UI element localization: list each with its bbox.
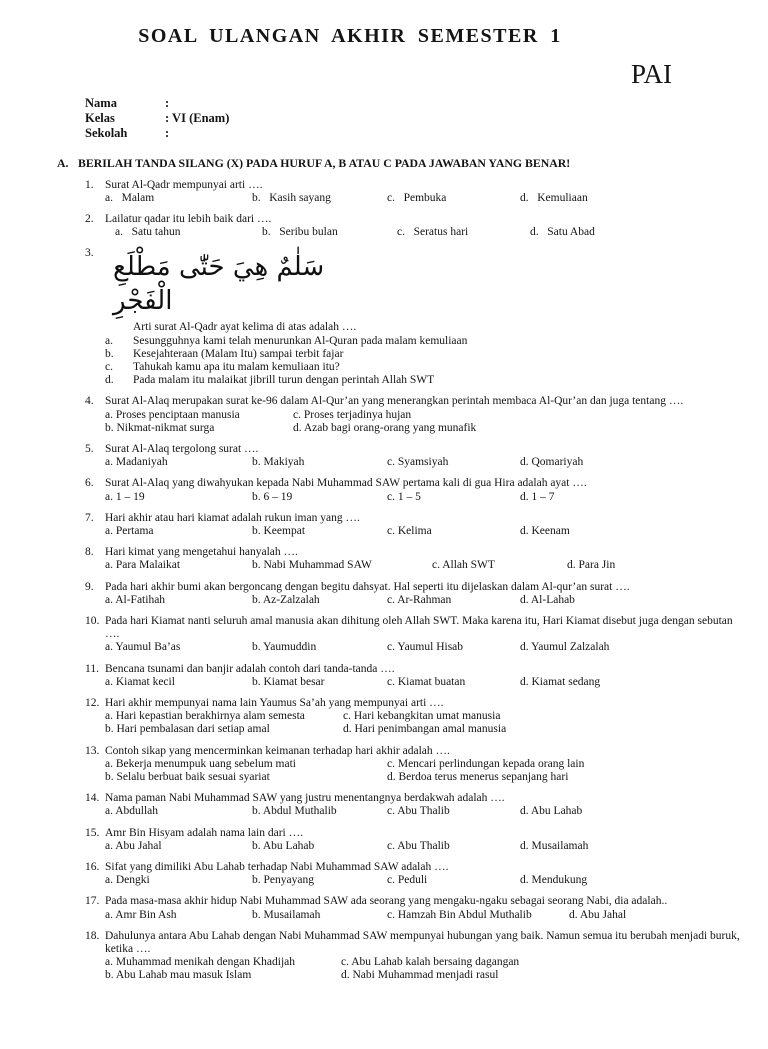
question-number: 5. — [85, 442, 94, 455]
option-c — [105, 361, 748, 374]
option-c: c. Abu Thalib — [387, 839, 450, 852]
option-b: b. 6 – 19 — [252, 490, 293, 503]
option-c: c. Ar-Rahman — [387, 593, 452, 606]
question-6 — [85, 477, 748, 503]
question-number: 3. — [85, 247, 94, 260]
question-text: Bencana tsunami dan banjir adalah contoh dari tanda-tanda …. — [105, 662, 395, 675]
option-a: a. 1 – 19 — [105, 490, 145, 503]
student-info — [85, 96, 768, 141]
option-b: b. Yaumuddin — [252, 641, 317, 654]
option-pair-row — [105, 710, 748, 723]
question-5 — [85, 443, 748, 469]
option-a: a. Madaniyah — [105, 456, 168, 469]
field-value: : VI (Enam) — [165, 111, 230, 125]
question-intro: Arti surat Al-Qadr ayat kelima di atas adalah …. — [133, 321, 357, 334]
field-value: : — [165, 126, 170, 140]
question-number: 18. — [85, 929, 100, 942]
option-c: c. Peduli — [387, 874, 428, 887]
question-body — [105, 697, 748, 737]
option-c: c. Syamsiyah — [387, 456, 449, 469]
question-body — [105, 827, 748, 853]
question-4 — [85, 395, 748, 435]
question-17 — [85, 895, 748, 921]
option-c: c. Seratus hari — [397, 226, 469, 239]
option-a: a. Kiamat kecil — [105, 675, 175, 688]
question-16 — [85, 861, 748, 887]
option-letter: c. — [105, 360, 113, 373]
question-body — [105, 615, 748, 655]
question-number: 4. — [85, 395, 94, 408]
option-row — [105, 491, 748, 504]
question-text: Surat Al-Qadr mempunyai arti …. — [105, 178, 263, 191]
field-kelas — [85, 111, 768, 126]
question-2 — [85, 213, 748, 239]
question-body — [105, 792, 748, 818]
question-number: 14. — [85, 792, 100, 805]
option-d: d. Kiamat sedang — [520, 675, 601, 688]
question-8 — [85, 546, 748, 572]
question-body — [105, 443, 748, 469]
question-body — [105, 895, 748, 921]
question-3 — [85, 247, 748, 387]
section-label: A. — [57, 156, 69, 170]
page-title: SOAL ULANGAN AKHIR SEMESTER 1 — [138, 25, 562, 47]
question-number: 16. — [85, 861, 100, 874]
question-body — [105, 861, 748, 887]
option-row — [105, 594, 748, 607]
question-7 — [85, 512, 748, 538]
option-pair-row — [105, 723, 748, 736]
question-number: 6. — [85, 477, 94, 490]
option-a: a. Abdullah — [105, 805, 159, 818]
option-letter: a. — [105, 334, 113, 347]
option-a: a. Al-Fatihah — [105, 593, 166, 606]
option-d: d. Hari penimbangan amal manusia — [343, 723, 507, 736]
question-list — [85, 179, 748, 983]
option-text: Sesungguhnya kami telah menurunkan Al-Quran pada malam kemuliaan — [133, 334, 468, 347]
option-b: b. Musailamah — [252, 908, 321, 921]
question-number: 10. — [85, 614, 100, 627]
option-a: a. Para Malaikat — [105, 559, 181, 572]
option-d: d. Musailamah — [520, 839, 589, 852]
question-number: 11. — [85, 662, 99, 675]
option-b: b. Nikmat-nikmat surga — [105, 421, 215, 434]
option-text: Pada malam itu malaikat jibrill turun dengan perintah Allah SWT — [133, 374, 435, 387]
section-a-heading — [57, 157, 748, 171]
option-c: c. Hari kebangkitan umat manusia — [343, 710, 501, 723]
option-d — [105, 374, 748, 387]
question-text: Amr Bin Hisyam adalah nama lain dari …. — [105, 826, 304, 839]
question-body — [105, 179, 748, 205]
option-d: d. Abu Jahal — [569, 908, 627, 921]
option-a: a. Pertama — [105, 524, 154, 537]
question-body — [105, 581, 748, 607]
question-body — [105, 512, 748, 538]
option-a: a. Amr Bin Ash — [105, 908, 177, 921]
option-d: d. Berdoa terus menerus sepanjang hari — [387, 771, 569, 783]
question-number: 13. — [85, 744, 100, 757]
question-text: Lailatur qadar itu lebih baik dari …. — [105, 212, 272, 225]
option-b: b. Selalu berbuat baik sesuai syariat — [105, 771, 270, 783]
option-a: a. Proses penciptaan manusia — [105, 408, 240, 421]
section-instruction: BERILAH TANDA SILANG (X) PADA HURUF A, B ATAU C PADA JAWABAN YANG BENAR! — [78, 156, 571, 170]
question-body — [105, 395, 748, 435]
question-body — [105, 247, 748, 387]
option-row — [105, 456, 748, 469]
option-row — [105, 226, 748, 239]
question-number: 2. — [85, 212, 94, 225]
option-d: d. Azab bagi orang-orang yang munafik — [293, 421, 477, 434]
option-row — [105, 559, 748, 572]
option-c: c. Pembuka — [387, 191, 447, 204]
option-d: d. 1 – 7 — [520, 490, 555, 503]
option-d: d. Abu Lahab — [520, 805, 583, 818]
option-b: b. Keempat — [252, 524, 306, 537]
option-d: d. Kemuliaan — [520, 191, 588, 204]
option-b: b. Kasih sayang — [252, 191, 331, 204]
option-row — [105, 641, 748, 654]
option-c: c. Mencari perlindungan kepada orang lain — [387, 757, 585, 770]
option-pair-row — [105, 758, 748, 771]
option-d: d. Para Jin — [567, 559, 616, 572]
question-18 — [85, 930, 748, 983]
option-a: a. Bekerja menumpuk uang sebelum mati — [105, 757, 296, 770]
question-text: Surat Al-Alaq yang diwahyukan kepada Nabi Muhammad SAW pertama kali di gua Hira adalah ayat …. — [105, 477, 587, 490]
option-letter: d. — [105, 374, 114, 387]
question-10 — [85, 615, 748, 655]
option-b: b. Kiamat besar — [252, 675, 325, 688]
field-label: Kelas — [85, 111, 115, 125]
option-c: c. Abu Thalib — [387, 805, 450, 818]
option-c: c. Kelima — [387, 524, 432, 537]
arabic-verse: سَلٰمٌ هِيَ حَتّٰى مَطْلَعِ الْفَجْرِ — [113, 252, 325, 317]
question-14 — [85, 792, 748, 818]
option-a: a. Yaumul Ba’as — [105, 641, 181, 654]
option-row — [105, 909, 748, 922]
question-text: Sifat yang dimiliki Abu Lahab terhadap Nabi Muhammad SAW adalah …. — [105, 861, 449, 874]
question-text: Surat Al-Alaq tergolong surat …. — [105, 442, 259, 455]
option-c: c. Abu Lahab kalah bersaing dagangan — [341, 956, 520, 969]
field-sekolah — [85, 126, 768, 141]
question-body — [105, 745, 748, 785]
question-number: 8. — [85, 546, 94, 559]
option-b: b. Hari pembalasan dari setiap amal — [105, 723, 270, 736]
option-c: c. Hamzah Bin Abdul Muthalib — [387, 908, 532, 921]
option-row — [105, 192, 748, 205]
option-c: c. Yaumul Hisab — [387, 641, 464, 654]
question-body — [105, 477, 748, 503]
question-text: Hari akhir atau hari kiamat adalah rukun iman yang …. — [105, 511, 360, 524]
question-12 — [85, 697, 748, 737]
subject-label: PAI — [630, 59, 672, 89]
question-number: 17. — [85, 895, 100, 908]
question-number: 12. — [85, 696, 100, 709]
question-text: Nama paman Nabi Muhammad SAW yang justru menentangnya berdakwah adalah …. — [105, 792, 505, 805]
option-row — [105, 840, 748, 853]
option-b: b. Nabi Muhammad SAW — [252, 559, 372, 572]
option-letter: b. — [105, 347, 114, 360]
option-d: d. Nabi Muhammad menjadi rasul — [341, 969, 499, 982]
option-b: b. Abu Lahab — [252, 839, 315, 852]
option-d: d. Mendukung — [520, 874, 588, 887]
question-11 — [85, 663, 748, 689]
option-a — [105, 335, 748, 348]
option-pair-row — [105, 409, 748, 422]
field-label: Sekolah — [85, 126, 128, 140]
option-a: a. Muhammad menikah dengan Khadijah — [105, 956, 296, 969]
question-text: Pada masa-masa akhir hidup Nabi Muhammad SAW ada seorang yang mengaku-ngaku sebagai seorang Nabi, dia adalah.. — [105, 895, 668, 908]
question-number: 15. — [85, 826, 100, 839]
option-pair-row — [105, 422, 748, 435]
option-b: b. Abdul Muthalib — [252, 805, 337, 818]
field-value: : — [165, 96, 170, 110]
option-a: a. Malam — [105, 191, 155, 204]
option-pair-row — [105, 771, 748, 784]
option-b: b. Abu Lahab mau masuk Islam — [105, 969, 252, 982]
field-nama — [85, 96, 768, 111]
question-text: Dahulunya antara Abu Lahab dengan Nabi Muhammad SAW mempunyai hubungan yang baik. Namun semua itu berubah menjadi buruk, ketika …. — [105, 929, 740, 956]
option-b: b. Seribu bulan — [262, 226, 338, 239]
question-1 — [85, 179, 748, 205]
question-body — [105, 213, 748, 239]
option-row — [105, 805, 748, 818]
option-d: d. Yaumul Zalzalah — [520, 641, 610, 654]
option-d: d. Keenam — [520, 524, 570, 537]
question-13 — [85, 745, 748, 785]
option-c: c. Kiamat buatan — [387, 675, 466, 688]
question-body — [105, 930, 748, 983]
option-row — [105, 525, 748, 538]
option-a: a. Dengki — [105, 874, 150, 887]
question-body — [105, 546, 748, 572]
question-text: Hari akhir mempunyai nama lain Yaumus Sa’ah yang mempunyai arti …. — [105, 696, 444, 709]
option-c: c. 1 – 5 — [387, 490, 421, 503]
option-b: b. Makiyah — [252, 456, 305, 469]
option-pair-row — [105, 956, 748, 969]
option-c: c. Allah SWT — [432, 559, 495, 572]
option-d: d. Al-Lahab — [520, 593, 575, 606]
option-pair-row — [105, 969, 748, 982]
option-c: c. Proses terjadinya hujan — [293, 408, 412, 421]
question-number: 7. — [85, 511, 94, 524]
question-text: Surat Al-Alaq merupakan surat ke-96 dalam Al-Qur’an yang menerangkan perintah membaca Al-Qur’an dan juga tentang …. — [105, 395, 684, 408]
option-a: a. Satu tahun — [115, 226, 181, 239]
option-text: Kesejahteraan (Malam Itu) sampai terbit fajar — [133, 347, 344, 360]
option-b: b. Penyayang — [252, 874, 314, 887]
option-d: d. Qomariyah — [520, 456, 584, 469]
option-a: a. Hari kepastian berakhirnya alam semesta — [105, 710, 305, 723]
field-label: Nama — [85, 96, 117, 110]
option-b — [105, 348, 748, 361]
option-b: b. Az-Zalzalah — [252, 593, 320, 606]
question-body — [105, 663, 748, 689]
question-text: Contoh sikap yang mencerminkan keimanan terhadap hari akhir adalah …. — [105, 744, 450, 757]
option-a: a. Abu Jahal — [105, 839, 162, 852]
option-text: Tahukah kamu apa itu malam kemuliaan itu? — [133, 360, 340, 373]
question-number: 1. — [85, 178, 94, 191]
question-9 — [85, 581, 748, 607]
document-page — [0, 25, 768, 1049]
question-text: Pada hari akhir bumi akan bergoncang dengan begitu dahsyat. Hal seperti itu dijelaskan dalam Al-qur’an surat …. — [105, 580, 630, 593]
question-15 — [85, 827, 748, 853]
option-d: d. Satu Abad — [530, 226, 595, 239]
question-text: Pada hari Kiamat nanti seluruh amal manusia akan dihitung oleh Allah SWT. Maka karena itu, Hari Kiamat disebut juga dengan sebutan …. — [105, 614, 733, 641]
option-row — [105, 676, 748, 689]
question-number: 9. — [85, 580, 94, 593]
question-text: Hari kimat yang mengetahui hanyalah …. — [105, 546, 298, 559]
option-row — [105, 874, 748, 887]
